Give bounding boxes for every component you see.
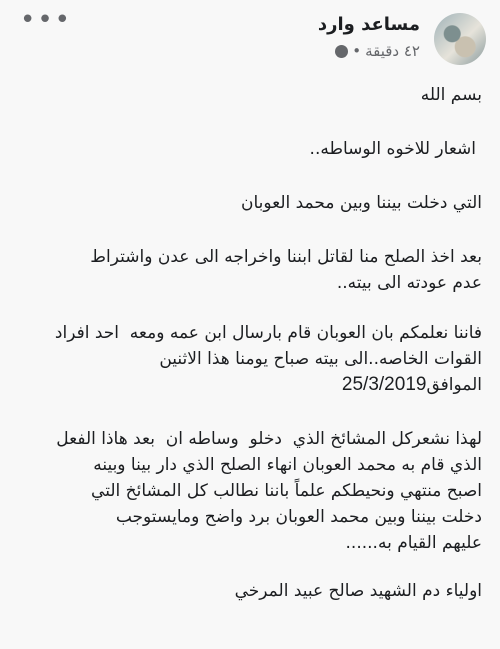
- post-header: [0, 0, 500, 78]
- post-time[interactable]: ٤٢ دقيقة: [365, 42, 420, 60]
- paragraph-basmala: بسم الله: [420, 85, 482, 105]
- announcement-text: فاننا نعلمكم بان العوبان قام بارسال ابن عمه ومعه احد افراد القوات الخاصه..الى بيته صباح يومنا هذا الاثنين الموافق: [54, 323, 482, 395]
- post-meta: [333, 42, 420, 60]
- announcement-date: 25/3/2019: [341, 374, 427, 395]
- paragraph-demand: لهذا نشعركل المشائخ الذي دخلو وساطه ان بعد هاذا الفعل الذي قام به محمد العوبان انهاء الصلح الذي دار بينا وبينه اصبح منتهي ونحيطكم علماً باننا نطالب كل المشائخ التي دخلت بيننا وبين محمد العوبان برد واضح ومايستوجب عليهم القيام به......: [56, 429, 482, 553]
- globe-icon: [335, 45, 348, 58]
- paragraph-signature: اولياء دم الشهيد صالح عبيد المرخي: [234, 581, 482, 601]
- author-avatar[interactable]: [434, 13, 486, 65]
- more-options-icon[interactable]: •••: [20, 5, 73, 35]
- author-name[interactable]: مساعد وارد: [317, 14, 420, 35]
- paragraph-announcement: [16, 320, 482, 398]
- paragraph-reconciliation: بعد اخذ الصلح منا لقاتل ابننا واخراجه الى عدن واشتراط عدم عودته الى بيته..: [90, 247, 482, 293]
- paragraph-notice: اشعار للاخوه الوساطه..: [309, 139, 476, 159]
- meta-separator: •: [352, 42, 362, 60]
- paragraph-mediators: التي دخلت بيننا وبين محمد العوبان: [240, 193, 482, 213]
- post-body: [16, 82, 482, 604]
